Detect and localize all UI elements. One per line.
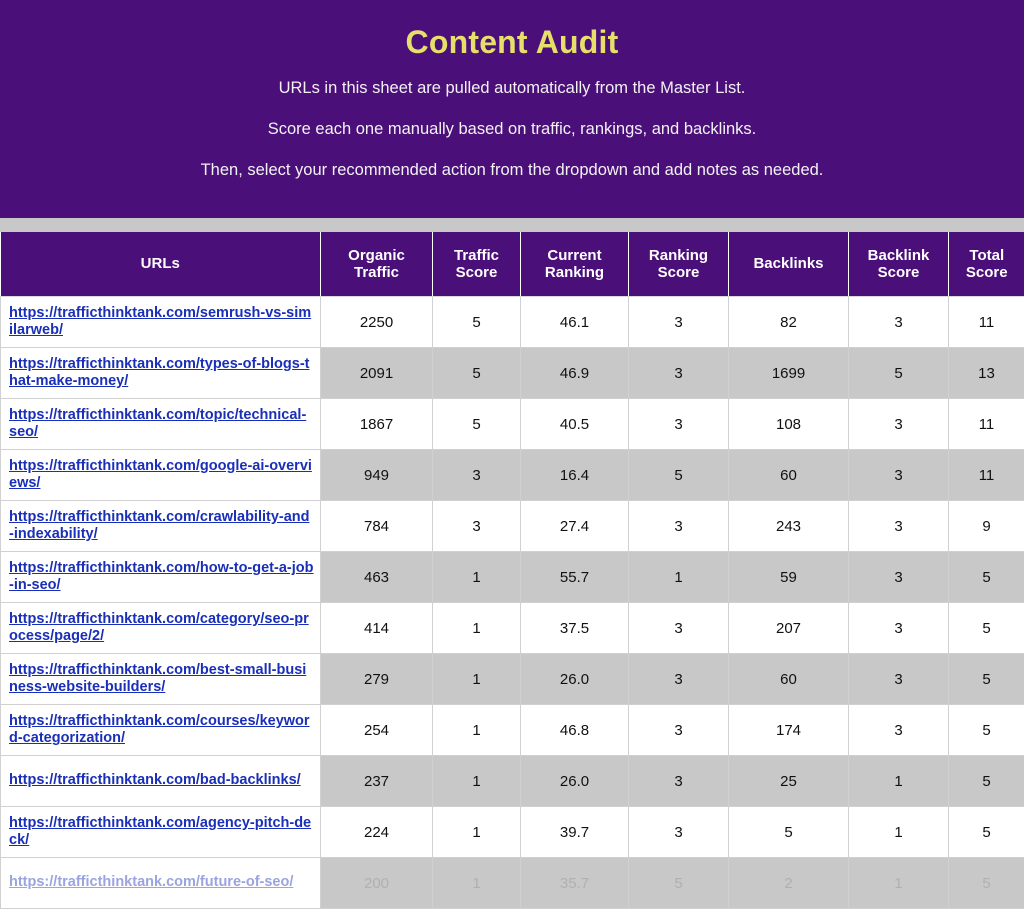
traffic-score-cell[interactable]: 1 [433, 858, 521, 909]
backlink-score-cell[interactable]: 3 [849, 552, 949, 603]
traffic-score-cell[interactable]: 1 [433, 552, 521, 603]
url-link[interactable]: https://trafficthinktank.com/best-small-business-website-builders/ [9, 662, 314, 696]
url-cell [1, 450, 321, 501]
backlink-score-cell[interactable]: 1 [849, 807, 949, 858]
ranking-score-cell[interactable]: 3 [629, 348, 729, 399]
backlink-score-cell[interactable]: 3 [849, 705, 949, 756]
total-score-cell[interactable]: 11 [949, 297, 1024, 348]
column-header-ranking-score[interactable]: Ranking Score [629, 232, 729, 297]
table-row [1, 501, 1024, 552]
backlinks-cell[interactable]: 207 [729, 603, 849, 654]
ranking-score-cell[interactable]: 3 [629, 654, 729, 705]
traffic-score-cell[interactable]: 5 [433, 399, 521, 450]
backlinks-cell[interactable]: 60 [729, 654, 849, 705]
backlinks-cell[interactable]: 1699 [729, 348, 849, 399]
table-row [1, 705, 1024, 756]
ranking-score-cell[interactable]: 3 [629, 603, 729, 654]
ranking-score-cell[interactable]: 5 [629, 450, 729, 501]
table-header [1, 232, 1024, 297]
table-body [1, 297, 1024, 909]
current-ranking-cell[interactable]: 55.7 [521, 552, 629, 603]
organic-traffic-cell[interactable]: 254 [321, 705, 433, 756]
content-audit-table [0, 232, 1024, 909]
organic-traffic-cell[interactable]: 224 [321, 807, 433, 858]
column-header-urls[interactable]: URLs [1, 232, 321, 297]
backlinks-cell[interactable]: 5 [729, 807, 849, 858]
backlinks-cell[interactable]: 174 [729, 705, 849, 756]
backlink-score-cell[interactable]: 3 [849, 603, 949, 654]
current-ranking-cell[interactable]: 46.1 [521, 297, 629, 348]
total-score-cell[interactable]: 5 [949, 807, 1024, 858]
total-score-cell[interactable]: 5 [949, 654, 1024, 705]
url-link[interactable]: https://trafficthinktank.com/topic/technical-seo/ [9, 407, 314, 441]
url-link[interactable]: https://trafficthinktank.com/category/seo-process/page/2/ [9, 611, 314, 645]
backlink-score-cell[interactable]: 1 [849, 858, 949, 909]
header-line-3: Then, select your recommended action from the dropdown and add notes as needed. [20, 161, 1004, 180]
organic-traffic-cell[interactable]: 414 [321, 603, 433, 654]
current-ranking-cell[interactable]: 40.5 [521, 399, 629, 450]
backlink-score-cell[interactable]: 3 [849, 654, 949, 705]
current-ranking-cell[interactable]: 26.0 [521, 654, 629, 705]
ranking-score-cell[interactable]: 3 [629, 297, 729, 348]
backlinks-cell[interactable]: 108 [729, 399, 849, 450]
backlinks-cell[interactable]: 243 [729, 501, 849, 552]
ranking-score-cell[interactable]: 5 [629, 858, 729, 909]
url-cell [1, 705, 321, 756]
total-score-cell[interactable]: 5 [949, 858, 1024, 909]
traffic-score-cell[interactable]: 1 [433, 705, 521, 756]
backlink-score-cell[interactable]: 1 [849, 756, 949, 807]
column-header-total-score[interactable]: Total Score [949, 232, 1024, 297]
url-link[interactable]: https://trafficthinktank.com/future-of-seo/ [9, 874, 314, 891]
ranking-score-cell[interactable]: 1 [629, 552, 729, 603]
column-header-backlink-score[interactable]: Backlink Score [849, 232, 949, 297]
url-link[interactable]: https://trafficthinktank.com/semrush-vs-similarweb/ [9, 305, 314, 339]
total-score-cell[interactable]: 9 [949, 501, 1024, 552]
table-row [1, 858, 1024, 909]
column-header-traffic-score[interactable]: Traffic Score [433, 232, 521, 297]
traffic-score-cell[interactable]: 5 [433, 348, 521, 399]
backlink-score-cell[interactable]: 3 [849, 501, 949, 552]
table-row [1, 756, 1024, 807]
header-line-2: Score each one manually based on traffic, rankings, and backlinks. [20, 120, 1004, 139]
current-ranking-cell[interactable]: 39.7 [521, 807, 629, 858]
total-score-cell[interactable]: 5 [949, 756, 1024, 807]
current-ranking-cell[interactable]: 27.4 [521, 501, 629, 552]
organic-traffic-cell[interactable]: 200 [321, 858, 433, 909]
url-cell [1, 501, 321, 552]
table-header-row [1, 232, 1024, 297]
url-link[interactable]: https://trafficthinktank.com/agency-pitch-deck/ [9, 815, 314, 849]
column-header-organic-traffic[interactable]: Organic Traffic [321, 232, 433, 297]
backlinks-cell[interactable]: 60 [729, 450, 849, 501]
url-link[interactable]: https://trafficthinktank.com/crawlability-and-indexability/ [9, 509, 314, 543]
backlink-score-cell[interactable]: 3 [849, 450, 949, 501]
url-link[interactable]: https://trafficthinktank.com/bad-backlinks/ [9, 772, 314, 789]
table-row [1, 807, 1024, 858]
backlinks-cell[interactable]: 25 [729, 756, 849, 807]
traffic-score-cell[interactable]: 1 [433, 756, 521, 807]
header-line-1: URLs in this sheet are pulled automatically from the Master List. [20, 79, 1004, 98]
ranking-score-cell[interactable]: 3 [629, 705, 729, 756]
url-link[interactable]: https://trafficthinktank.com/how-to-get-a-job-in-seo/ [9, 560, 314, 594]
ranking-score-cell[interactable]: 3 [629, 756, 729, 807]
current-ranking-cell[interactable]: 26.0 [521, 756, 629, 807]
total-score-cell[interactable]: 13 [949, 348, 1024, 399]
traffic-score-cell[interactable]: 1 [433, 807, 521, 858]
table-row [1, 603, 1024, 654]
url-link[interactable]: https://trafficthinktank.com/types-of-blogs-that-make-money/ [9, 356, 314, 390]
traffic-score-cell[interactable]: 5 [433, 297, 521, 348]
ranking-score-cell[interactable]: 3 [629, 501, 729, 552]
total-score-cell[interactable]: 5 [949, 705, 1024, 756]
ranking-score-cell[interactable]: 3 [629, 807, 729, 858]
url-cell [1, 807, 321, 858]
organic-traffic-cell[interactable]: 279 [321, 654, 433, 705]
current-ranking-cell[interactable]: 46.8 [521, 705, 629, 756]
organic-traffic-cell[interactable]: 2250 [321, 297, 433, 348]
traffic-score-cell[interactable]: 3 [433, 450, 521, 501]
backlink-score-cell[interactable]: 5 [849, 348, 949, 399]
table-row [1, 552, 1024, 603]
current-ranking-cell[interactable]: 35.7 [521, 858, 629, 909]
total-score-cell[interactable]: 5 [949, 552, 1024, 603]
table-row [1, 297, 1024, 348]
page-title: Content Audit [20, 24, 1004, 61]
traffic-score-cell[interactable]: 1 [433, 654, 521, 705]
organic-traffic-cell[interactable]: 1867 [321, 399, 433, 450]
url-cell [1, 399, 321, 450]
url-link[interactable]: https://trafficthinktank.com/google-ai-overviews/ [9, 458, 314, 492]
table-row [1, 399, 1024, 450]
url-cell [1, 348, 321, 399]
total-score-cell[interactable]: 11 [949, 450, 1024, 501]
ranking-score-cell[interactable]: 3 [629, 399, 729, 450]
organic-traffic-cell[interactable]: 2091 [321, 348, 433, 399]
total-score-cell[interactable]: 5 [949, 603, 1024, 654]
current-ranking-cell[interactable]: 16.4 [521, 450, 629, 501]
backlink-score-cell[interactable]: 3 [849, 297, 949, 348]
traffic-score-cell[interactable]: 3 [433, 501, 521, 552]
url-cell [1, 654, 321, 705]
url-cell [1, 756, 321, 807]
url-link[interactable]: https://trafficthinktank.com/courses/keyword-categorization/ [9, 713, 314, 747]
organic-traffic-cell[interactable]: 463 [321, 552, 433, 603]
url-cell [1, 603, 321, 654]
organic-traffic-cell[interactable]: 784 [321, 501, 433, 552]
url-cell [1, 297, 321, 348]
page-header [0, 0, 1024, 218]
total-score-cell[interactable]: 11 [949, 399, 1024, 450]
backlinks-cell[interactable]: 82 [729, 297, 849, 348]
table-row [1, 450, 1024, 501]
traffic-score-cell[interactable]: 1 [433, 603, 521, 654]
url-cell [1, 858, 321, 909]
current-ranking-cell[interactable]: 37.5 [521, 603, 629, 654]
column-header-current-ranking[interactable]: Current Ranking [521, 232, 629, 297]
backlink-score-cell[interactable]: 3 [849, 399, 949, 450]
url-cell [1, 552, 321, 603]
current-ranking-cell[interactable]: 46.9 [521, 348, 629, 399]
organic-traffic-cell[interactable]: 949 [321, 450, 433, 501]
table-row [1, 348, 1024, 399]
organic-traffic-cell[interactable]: 237 [321, 756, 433, 807]
backlinks-cell[interactable]: 59 [729, 552, 849, 603]
column-header-backlinks[interactable]: Backlinks [729, 232, 849, 297]
header-divider [0, 218, 1024, 232]
backlinks-cell[interactable]: 2 [729, 858, 849, 909]
table-row [1, 654, 1024, 705]
